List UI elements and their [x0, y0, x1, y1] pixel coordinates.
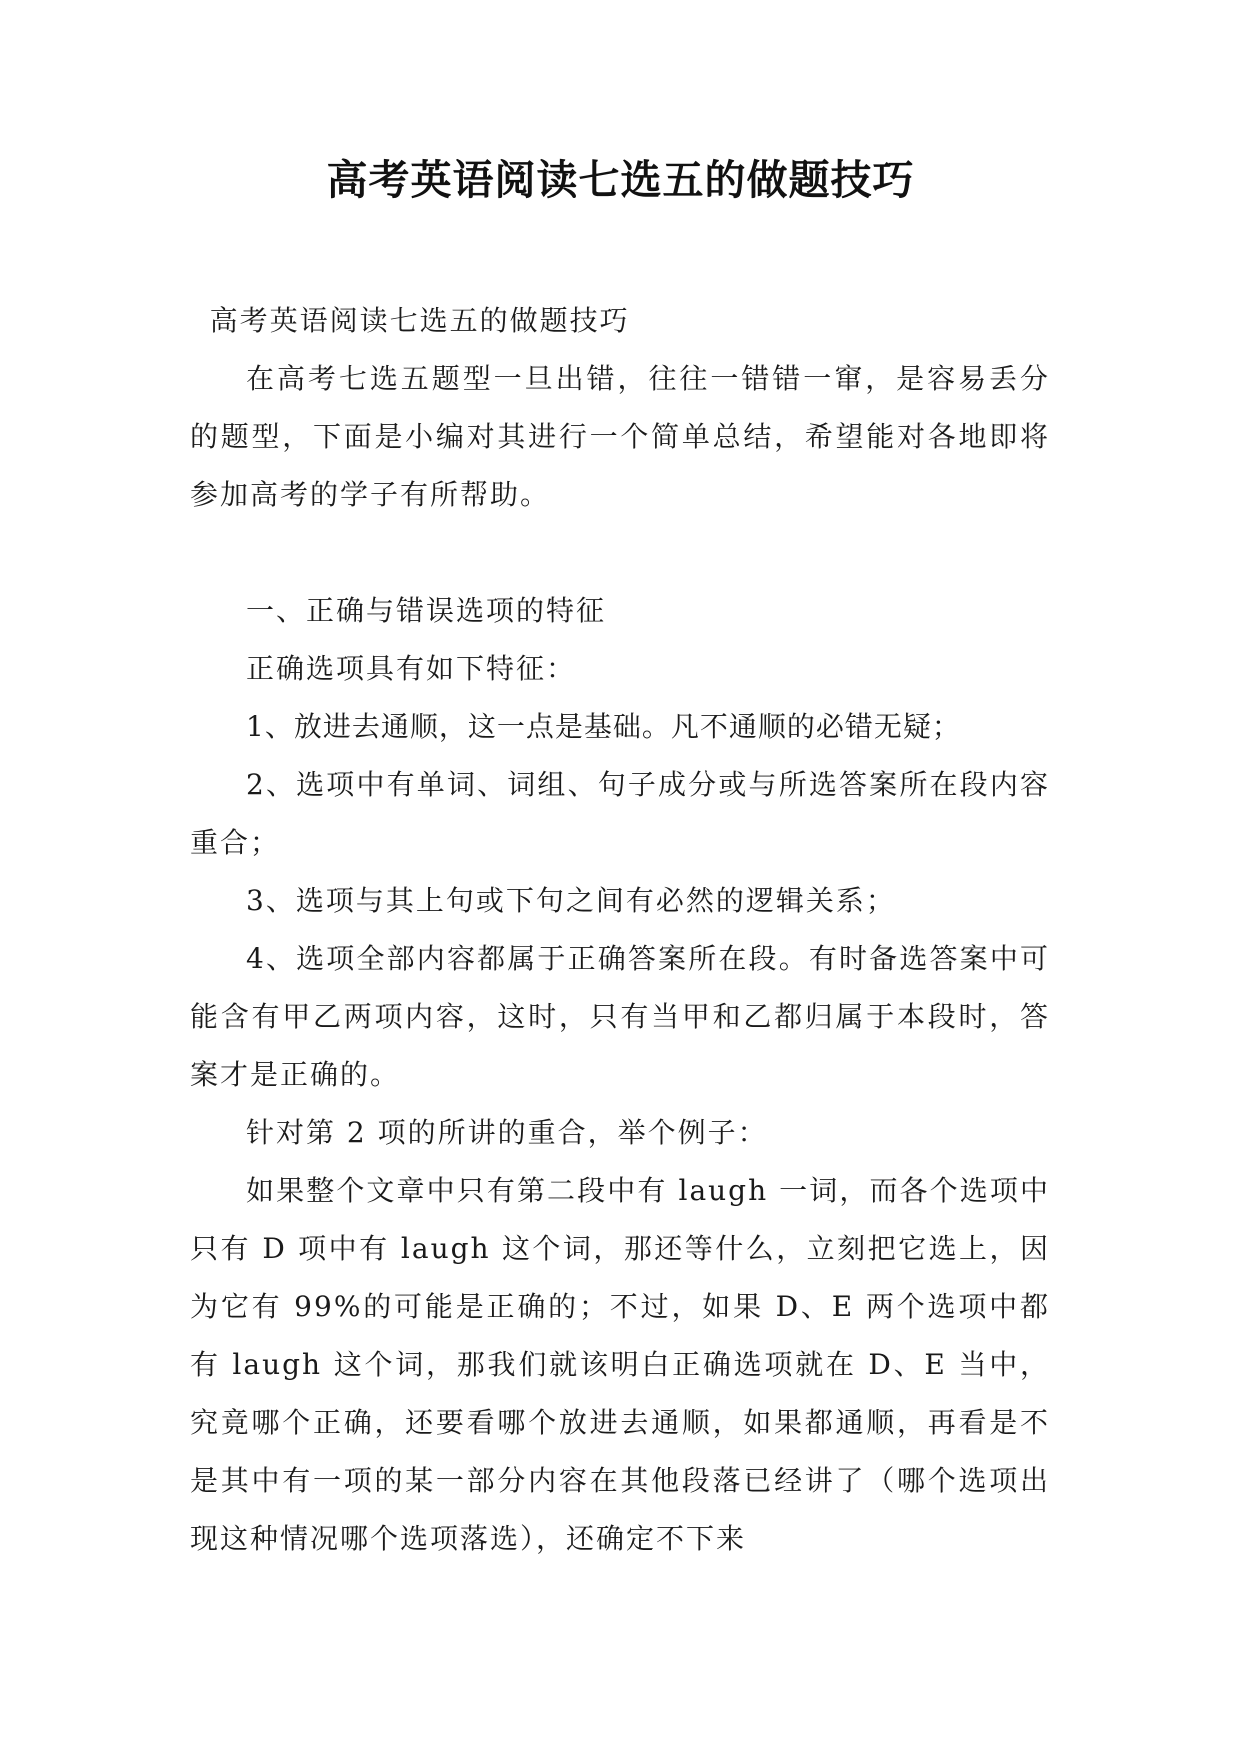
list-item: 4、选项全部内容都属于正确答案所在段。有时备选答案中可能含有甲乙两项内容，这时，只有当甲和乙都归属于本段时，答案才是正确的。: [190, 942, 1050, 1091]
section-heading: 一、正确与错误选项的特征: [246, 594, 607, 627]
list-item: 3、选项与其上句或下句之间有必然的逻辑关系；: [246, 884, 896, 917]
list-item: 2、选项中有单词、词组、句子成分或与所选答案所在段内容重合；: [190, 768, 1050, 859]
document-subtitle: 高考英语阅读七选五的做题技巧: [209, 304, 630, 337]
list-item: 1、放进去通顺，这一点是基础。凡不通顺的必错无疑；: [246, 710, 961, 743]
document-body: [190, 292, 1050, 1568]
paragraph-spacer: [190, 524, 1050, 582]
example-paragraph: 如果整个文章中只有第二段中有 laugh 一词，而各个选项中只有 D 项中有 laugh 这个词，那还等什么，立刻把它选上，因为它有 99%的可能是正确的；不过，如果 D、E 两个选项中都有 laugh 这个词，那我们就该明白正确选项就在 D、E 当中，究竟哪个正确，还要看哪个放进去通顺，如果都通顺，再看是不是其中有一项的某一部分内容在其他段落已经讲了（哪个选项出现这种情况哪个选项落选），还确定不下来: [190, 1174, 1050, 1555]
paragraph: 正确选项具有如下特征：: [246, 652, 577, 685]
intro-paragraph: 在高考七选五题型一旦出错，往往一错错一窜，是容易丢分的题型，下面是小编对其进行一个简单总结，希望能对各地即将参加高考的学子有所帮助。: [190, 362, 1050, 511]
paragraph: 针对第 2 项的所讲的重合，举个例子：: [246, 1116, 768, 1149]
page-title: 高考英语阅读七选五的做题技巧: [326, 156, 915, 204]
